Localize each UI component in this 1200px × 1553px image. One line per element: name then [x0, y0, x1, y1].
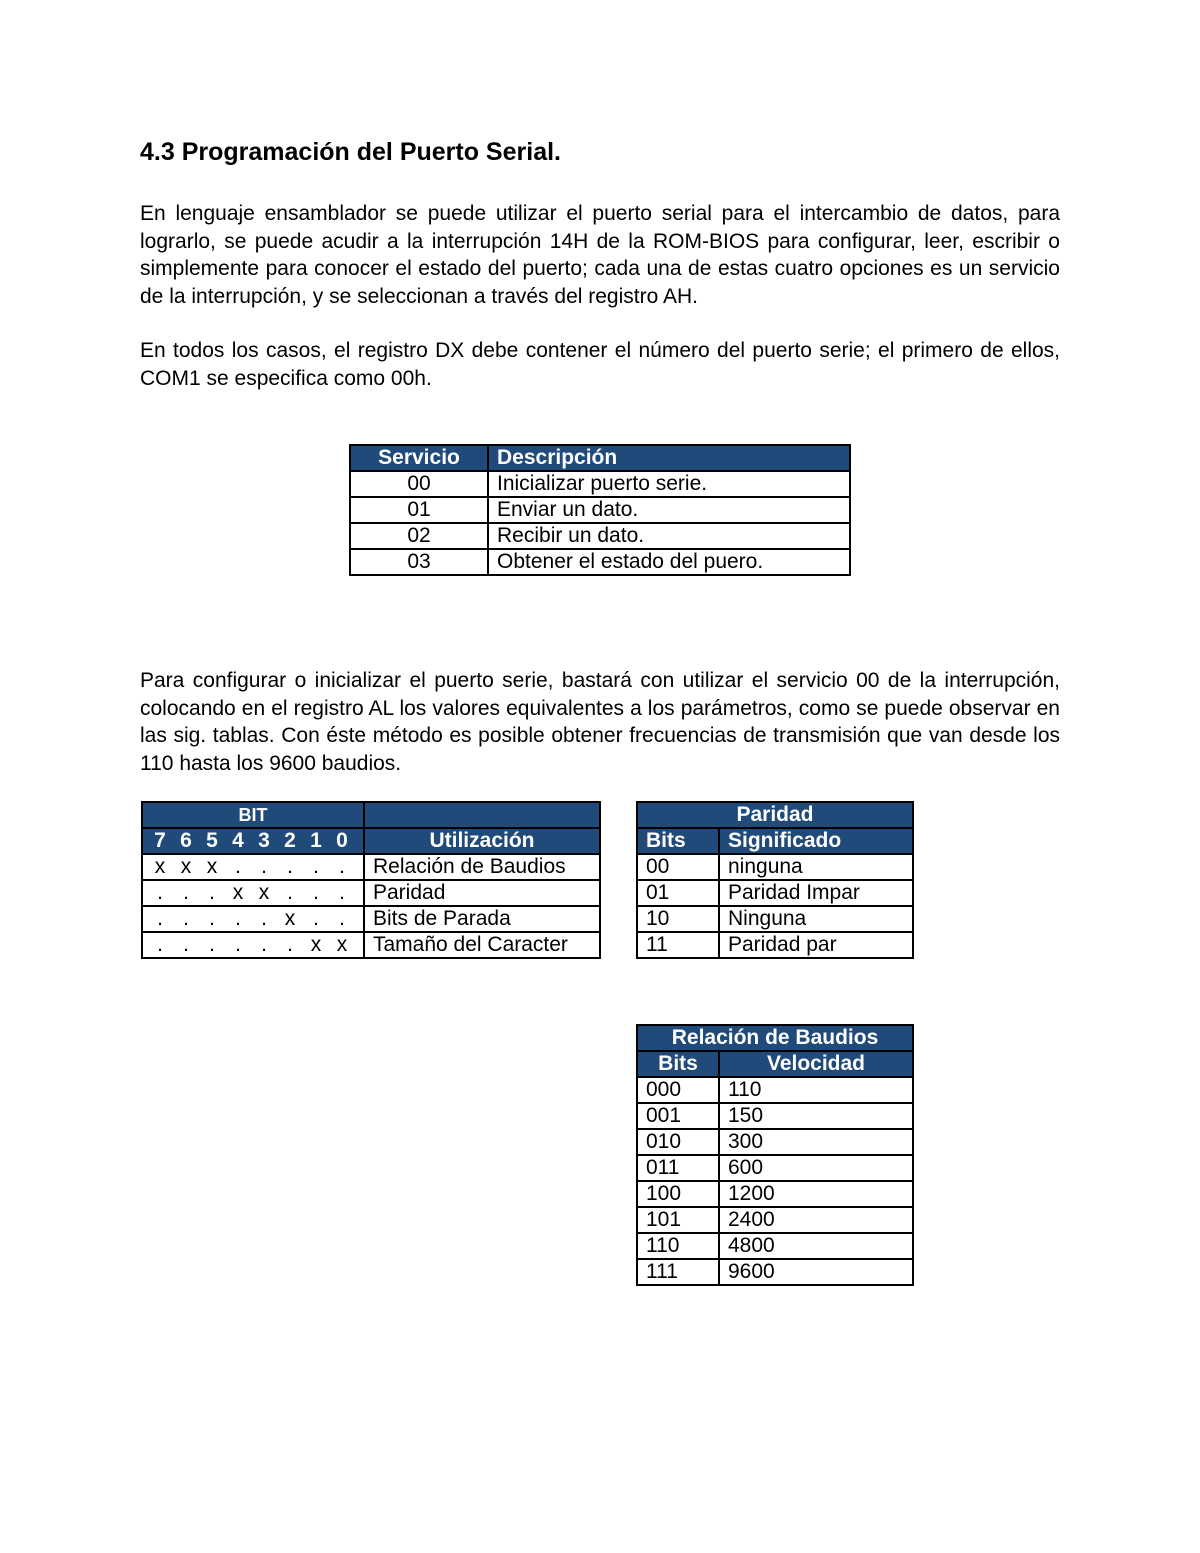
bit-labels-row	[142, 828, 600, 854]
bit-row	[142, 932, 600, 958]
bit-labels	[142, 828, 364, 854]
services-row	[350, 471, 850, 497]
bit-mark: x	[258, 881, 270, 904]
intro-paragraph: En lenguaje ensamblador se puede utilizar el puerto serial para el intercambio de datos, para lograrlo, se puede acudir a la interrupción 14H de la ROM-BIOS para configurar, leer, escribir o simplemente para conocer el estado del puerto; cada una de estas cuatro opciones es un servicio de la interrupción, y se seleccionan a través del registro AH.	[140, 202, 1060, 308]
services-table	[349, 444, 851, 576]
bit-group-header-empty	[364, 802, 600, 828]
parity-row	[637, 880, 913, 906]
bit-usage: Relación de Baudios	[364, 854, 600, 880]
baud-bits: 101	[637, 1207, 719, 1233]
bit-mark: .	[235, 933, 241, 956]
bit-mark: .	[261, 907, 267, 930]
baud-row	[637, 1129, 913, 1155]
baud-bits: 010	[637, 1129, 719, 1155]
bit-mark: .	[313, 907, 319, 930]
bit-group-header: BIT	[142, 802, 364, 828]
config-paragraph: Para configurar o inicializar el puerto serie, bastará con utilizar el servicio 00 de la interrupción, colocando en el registro AL los valores equivalentes a los parámetros, como se puede observar en las sig. tablas. Con éste método es posible obtener frecuencias de transmisión que van desde los 110 hasta los 9600 baudios.	[140, 669, 1060, 775]
parity-title: Paridad	[637, 802, 913, 828]
service-description: Inicializar puerto serie.	[488, 471, 850, 497]
baud-speed: 1200	[719, 1181, 913, 1207]
bit-mark: .	[339, 907, 345, 930]
bit-mark: .	[313, 855, 319, 878]
baud-bits: 110	[637, 1233, 719, 1259]
baud-bits: 000	[637, 1077, 719, 1103]
bit-usage: Paridad	[364, 880, 600, 906]
parity-table	[636, 801, 914, 959]
bit-mark: x	[284, 907, 296, 930]
parity-title-row	[637, 802, 913, 828]
baud-row	[637, 1259, 913, 1285]
baud-row	[637, 1077, 913, 1103]
services-row	[350, 497, 850, 523]
bit-mark: .	[157, 881, 163, 904]
services-row	[350, 523, 850, 549]
parity-row	[637, 932, 913, 958]
baud-header-bits: Bits	[637, 1051, 719, 1077]
dx-paragraph: En todos los casos, el registro DX debe contener el número del puerto serie; el primero de ellos, COM1 se especifica como 00h.	[140, 339, 1060, 390]
bit-mark: .	[287, 855, 293, 878]
bit-mark: .	[183, 907, 189, 930]
bit-mark: x	[336, 933, 348, 956]
bit-label: 4	[232, 829, 244, 852]
bit-mark: .	[209, 907, 215, 930]
bit-row	[142, 880, 600, 906]
bit-mark: x	[232, 881, 244, 904]
service-description: Recibir un dato.	[488, 523, 850, 549]
services-header-row	[350, 445, 850, 471]
baud-speed: 150	[719, 1103, 913, 1129]
parity-row	[637, 854, 913, 880]
bit-mark: .	[339, 881, 345, 904]
baud-speed: 4800	[719, 1233, 913, 1259]
baud-table	[636, 1024, 914, 1286]
bit-mark: .	[261, 855, 267, 878]
bit-mark: .	[339, 855, 345, 878]
baud-title-row	[637, 1025, 913, 1051]
bit-mark: .	[183, 933, 189, 956]
service-code: 00	[350, 471, 488, 497]
baud-row	[637, 1181, 913, 1207]
baud-bits: 001	[637, 1103, 719, 1129]
bit-label: 3	[258, 829, 270, 852]
bit-mark: .	[157, 933, 163, 956]
bit-row	[142, 906, 600, 932]
bit-mark: x	[180, 855, 192, 878]
bit-mark: x	[310, 933, 322, 956]
baud-row	[637, 1103, 913, 1129]
baud-speed: 600	[719, 1155, 913, 1181]
bit-usage: Tamaño del Caracter	[364, 932, 600, 958]
baud-row	[637, 1233, 913, 1259]
bit-mark: .	[261, 933, 267, 956]
bit-mark: x	[206, 855, 218, 878]
bit-mark: x	[154, 855, 166, 878]
parity-bits: 10	[637, 906, 719, 932]
bit-mark: .	[287, 881, 293, 904]
bit-row	[142, 854, 600, 880]
parity-bits: 01	[637, 880, 719, 906]
baud-speed: 9600	[719, 1259, 913, 1285]
service-description: Obtener el estado del puero.	[488, 549, 850, 575]
bit-label: 0	[336, 829, 348, 852]
parity-meaning: Paridad Impar	[719, 880, 913, 906]
baud-bits: 111	[637, 1259, 719, 1285]
parity-header-bits: Bits	[637, 828, 719, 854]
baud-title: Relación de Baudios	[637, 1025, 913, 1051]
baud-bits: 011	[637, 1155, 719, 1181]
bit-mark: .	[157, 907, 163, 930]
parity-header-row	[637, 828, 913, 854]
bit-label: 7	[154, 829, 166, 852]
section-heading: 4.3 Programación del Puerto Serial.	[140, 138, 561, 166]
services-row	[350, 549, 850, 575]
bit-usage: Bits de Parada	[364, 906, 600, 932]
bit-pattern	[142, 932, 364, 958]
services-header-description: Descripción	[488, 445, 850, 471]
service-description: Enviar un dato.	[488, 497, 850, 523]
parity-row	[637, 906, 913, 932]
bit-mark: .	[313, 881, 319, 904]
baud-header-row	[637, 1051, 913, 1077]
baud-header-speed: Velocidad	[719, 1051, 913, 1077]
parity-bits: 00	[637, 854, 719, 880]
bit-pattern	[142, 906, 364, 932]
bit-label: 2	[284, 829, 296, 852]
bit-group-header-row	[142, 802, 600, 828]
bit-mark: .	[287, 933, 293, 956]
bit-table	[141, 801, 601, 959]
baud-speed: 300	[719, 1129, 913, 1155]
bit-mark: .	[183, 881, 189, 904]
bit-mark: .	[235, 855, 241, 878]
parity-bits: 11	[637, 932, 719, 958]
bit-mark: .	[209, 933, 215, 956]
baud-row	[637, 1155, 913, 1181]
bit-pattern	[142, 854, 364, 880]
parity-meaning: Ninguna	[719, 906, 913, 932]
baud-speed: 2400	[719, 1207, 913, 1233]
services-header-service: Servicio	[350, 445, 488, 471]
parity-header-meaning: Significado	[719, 828, 913, 854]
bit-pattern	[142, 880, 364, 906]
service-code: 03	[350, 549, 488, 575]
usage-header: Utilización	[364, 828, 600, 854]
baud-bits: 100	[637, 1181, 719, 1207]
baud-row	[637, 1207, 913, 1233]
service-code: 01	[350, 497, 488, 523]
bit-label: 1	[310, 829, 322, 852]
parity-meaning: ninguna	[719, 854, 913, 880]
bit-label: 6	[180, 829, 192, 852]
baud-speed: 110	[719, 1077, 913, 1103]
parity-meaning: Paridad par	[719, 932, 913, 958]
bit-label: 5	[206, 829, 218, 852]
bit-mark: .	[209, 881, 215, 904]
bit-mark: .	[235, 907, 241, 930]
service-code: 02	[350, 523, 488, 549]
